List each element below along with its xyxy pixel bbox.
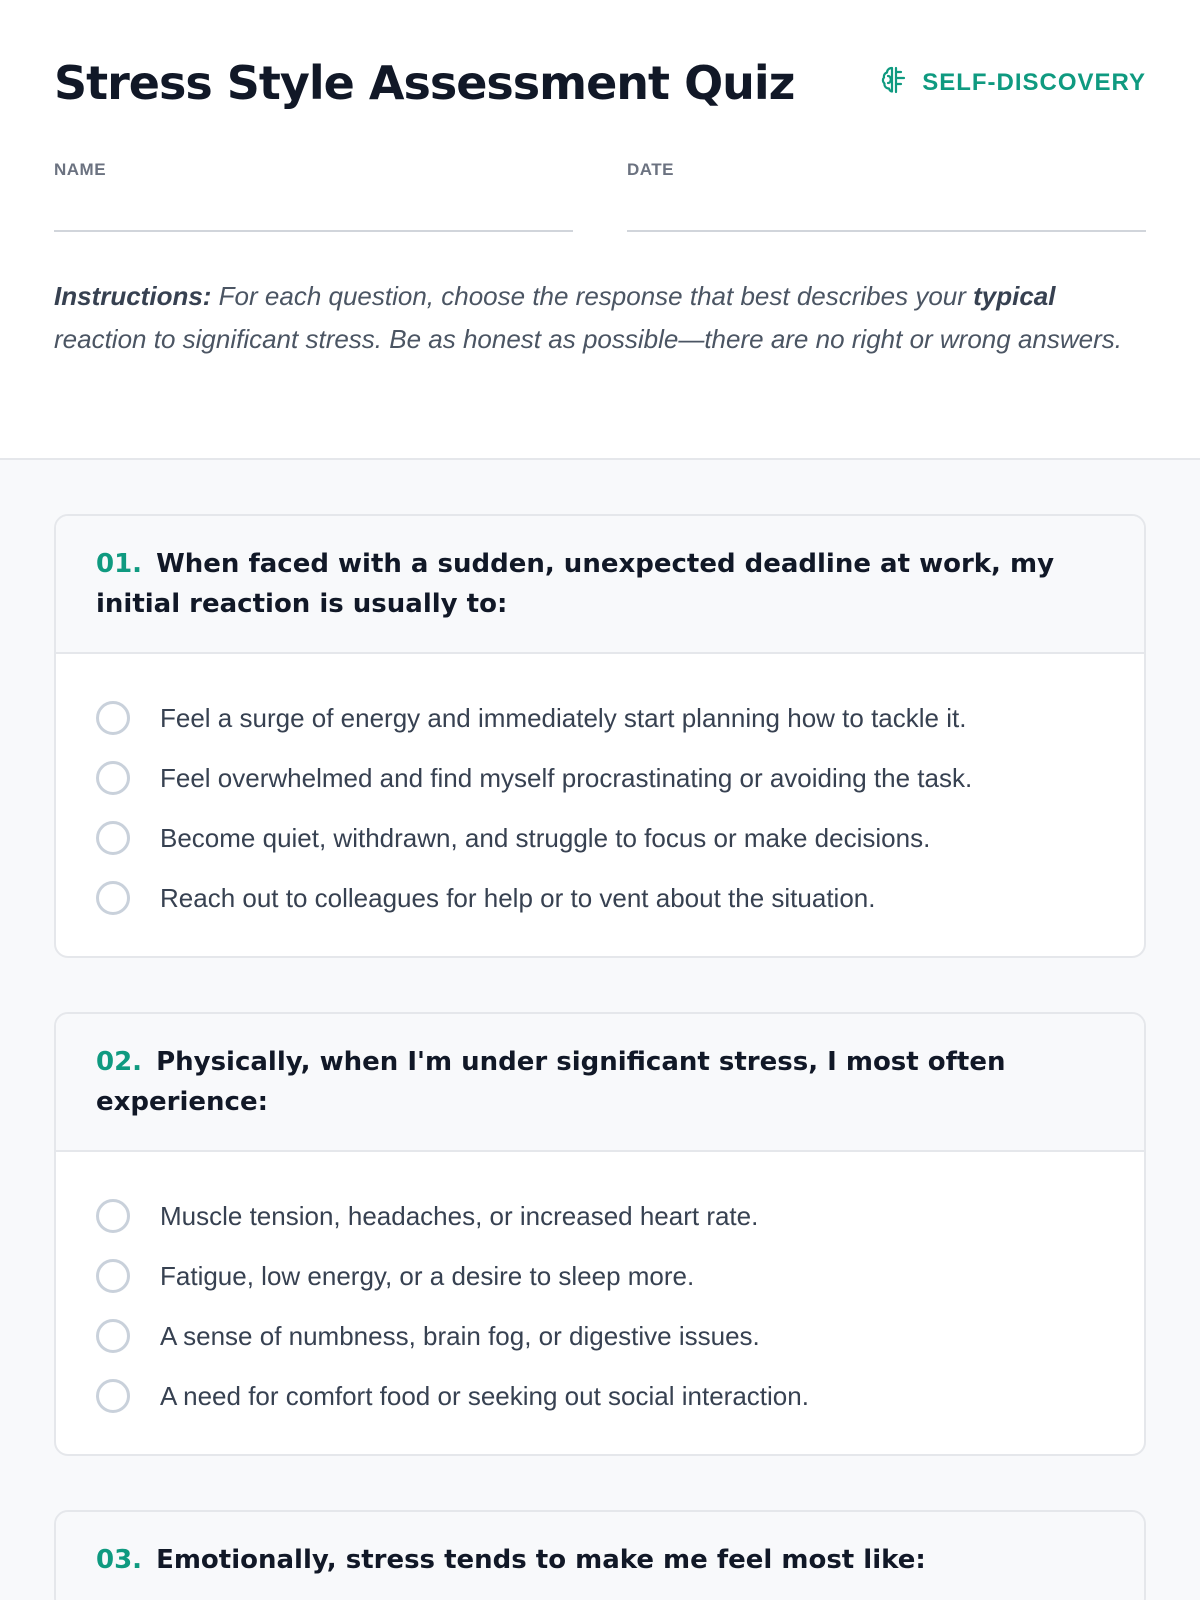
brain-icon (878, 64, 910, 103)
question-text: When faced with a sudden, unexpected deadline at work, my initial reaction is usually to: (96, 549, 1055, 619)
option-label: A need for comfort food or seeking out social interaction. (160, 1380, 809, 1411)
title-row (54, 50, 1146, 116)
radio-button[interactable] (96, 821, 130, 855)
question-card (54, 1510, 1146, 1600)
answer-option[interactable] (96, 868, 1104, 928)
answer-option[interactable] (96, 748, 1104, 808)
option-label: Muscle tension, headaches, or increased heart rate. (160, 1200, 759, 1231)
option-label: A sense of numbness, brain fog, or digestive issues. (160, 1320, 760, 1351)
badge-label: SELF-DISCOVERY (922, 69, 1146, 96)
option-label: Feel a surge of energy and immediately start planning how to tackle it. (160, 702, 967, 733)
name-field[interactable] (54, 160, 573, 232)
radio-button[interactable] (96, 1199, 130, 1233)
question-header (56, 1014, 1144, 1152)
instructions-text-1: For each question, choose the response that best describes your (211, 281, 974, 311)
answer-options (56, 1152, 1144, 1454)
answer-option[interactable] (96, 1246, 1104, 1306)
name-input-line[interactable] (54, 230, 573, 232)
answer-options (56, 654, 1144, 956)
question-list (0, 460, 1200, 1600)
question-header (56, 516, 1144, 654)
option-label: Fatigue, low energy, or a desire to sleep more. (160, 1260, 695, 1291)
radio-button[interactable] (96, 1379, 130, 1413)
answer-option[interactable] (96, 1186, 1104, 1246)
radio-button[interactable] (96, 1259, 130, 1293)
question-number: 01. (96, 549, 143, 579)
question-card (54, 514, 1146, 958)
date-field[interactable] (627, 160, 1146, 232)
option-label: Become quiet, withdrawn, and struggle to focus or make decisions. (160, 822, 931, 853)
answer-option[interactable] (96, 1306, 1104, 1366)
question-card (54, 1012, 1146, 1456)
instructions (54, 275, 1146, 361)
radio-button[interactable] (96, 761, 130, 795)
radio-button[interactable] (96, 1319, 130, 1353)
option-label: Feel overwhelmed and find myself procrastinating or avoiding the task. (160, 762, 973, 793)
answer-option[interactable] (96, 688, 1104, 748)
answer-option[interactable] (96, 1366, 1104, 1426)
radio-button[interactable] (96, 881, 130, 915)
page-title: Stress Style Assessment Quiz (54, 56, 795, 110)
question-number: 03. (96, 1545, 143, 1575)
info-fields (54, 160, 1146, 232)
instructions-text-2: reaction to significant stress. Be as honest as possible—there are no right or wrong answers. (54, 324, 1122, 354)
category-badge (878, 64, 1146, 103)
question-text: Physically, when I'm under significant stress, I most often experience: (96, 1047, 1006, 1117)
question-header (56, 1512, 1144, 1600)
date-label: DATE (627, 160, 675, 179)
answer-option[interactable] (96, 808, 1104, 868)
instructions-lead: Instructions: (54, 281, 212, 311)
radio-button[interactable] (96, 701, 130, 735)
question-number: 02. (96, 1047, 143, 1077)
quiz-header (0, 0, 1200, 460)
date-input-line[interactable] (627, 230, 1146, 232)
option-label: Reach out to colleagues for help or to vent about the situation. (160, 882, 876, 913)
name-label: NAME (54, 160, 107, 179)
question-text: Emotionally, stress tends to make me feel most like: (156, 1545, 926, 1575)
instructions-emphasis: typical (973, 281, 1056, 311)
